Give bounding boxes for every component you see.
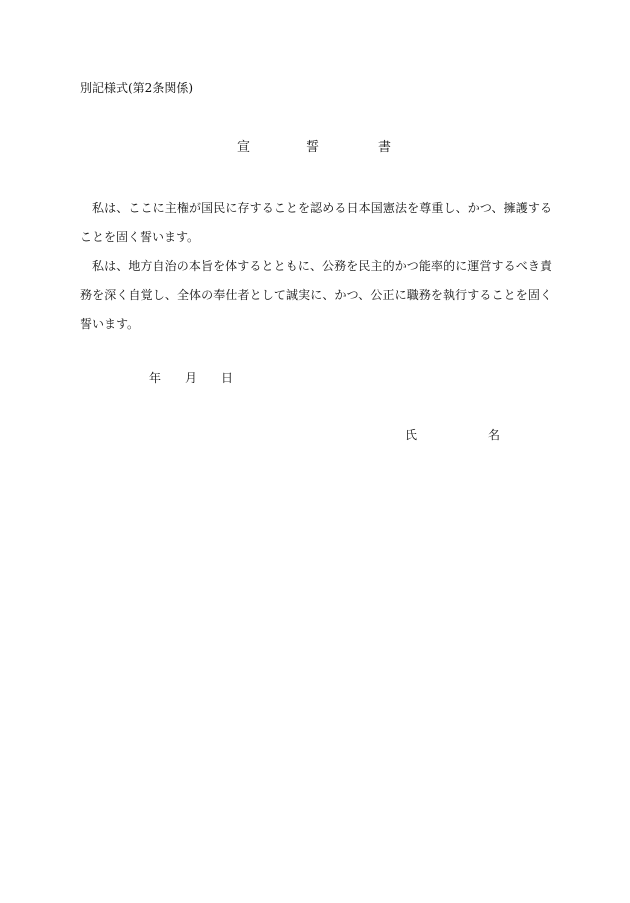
title-char-2: 誓 [306,140,320,155]
date-month-label: 月 [185,371,198,385]
name-label-first: 氏 [405,428,418,442]
name-label-second: 名 [488,428,501,442]
oath-body [80,194,552,339]
title-char-1: 宣 [237,140,251,155]
oath-paragraph-2: 私は、地方自治の本旨を体するとともに、公務を民主的かつ能率的に運営するべき責務を深く自覚し、全体の奉仕者として誠実に、かつ、公正に職務を執行することを固く誓います。 [80,259,552,331]
oath-paragraph-1: 私は、ここに主権が国民に存することを認める日本国憲法を尊重し、かつ、擁護することを固く誓います。 [80,201,552,244]
title-char-3: 書 [378,140,392,155]
date-year-label: 年 [149,371,162,385]
date-day-label: 日 [221,371,234,385]
form-reference: 別記様式(第2条関係) [80,81,193,95]
